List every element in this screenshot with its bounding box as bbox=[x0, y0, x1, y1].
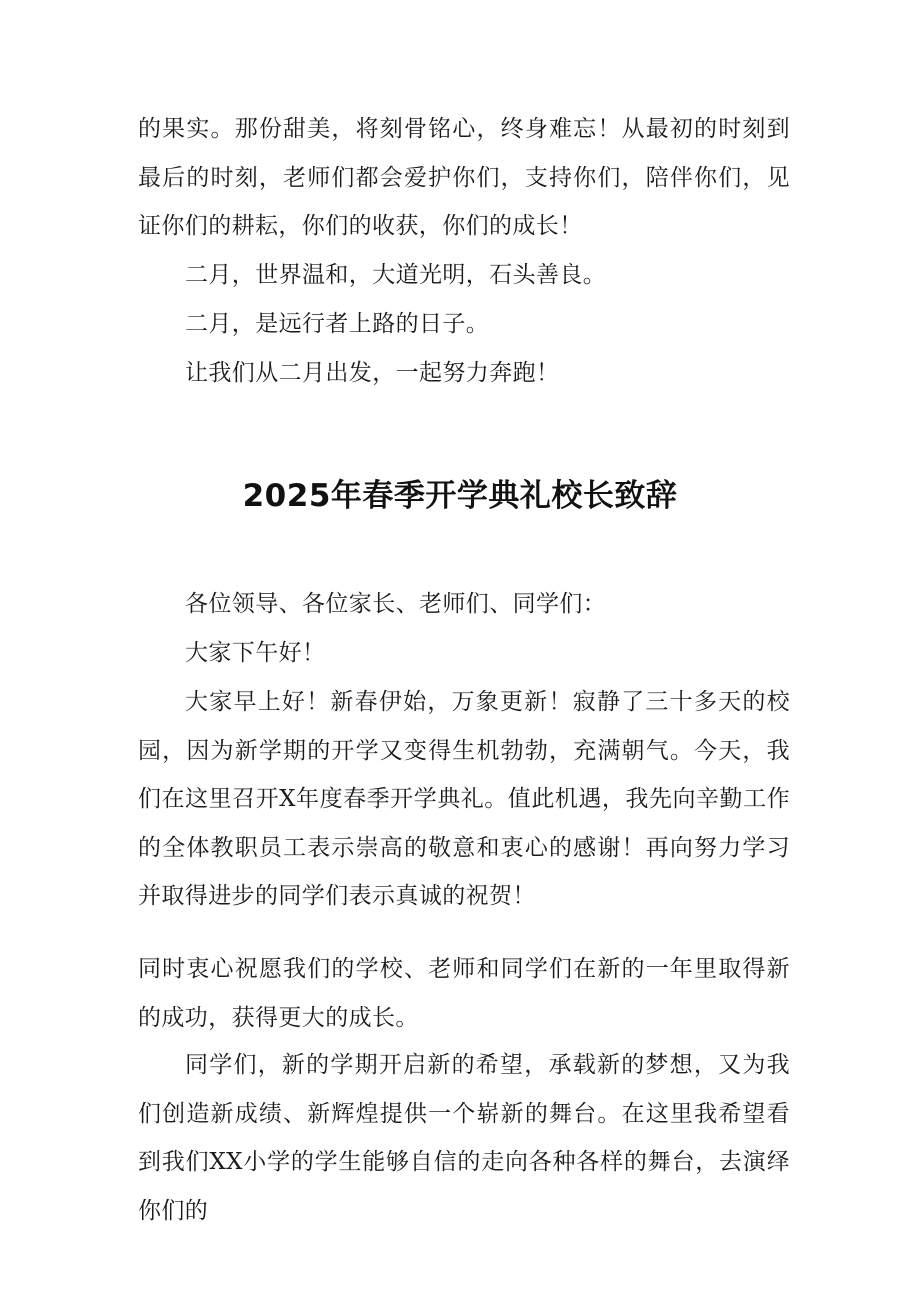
paragraph-opening: 大家早上好！新春伊始，万象更新！寂静了三十多天的校园，因为新学期的开学又变得生机勃勃，充满朝气。今天，我们在这里召开X年度春季开学典礼。值此机遇，我先向辛勤工作的全体教职员工表示崇高的敬意和衷心的感谢！再向努力学习并取得进步的同学们表示真诚的祝贺！ bbox=[138, 689, 790, 909]
paragraph-salutation: 各位领导、各位家长、老师们、同学们： bbox=[185, 591, 607, 617]
paragraph-february-journey: 二月，是远行者上路的日子。 bbox=[185, 311, 490, 337]
paragraph-wishes: 同时衷心祝愿我们的学校、老师和同学们在新的一年里取得新的成功，获得更大的成长。 bbox=[138, 956, 790, 1031]
paragraph-fruit: 的果实。那份甜美，将刻骨铭心，终身难忘！从最初的时刻到最后的时刻，老师们都会爱护你们，支持你们，陪伴你们，见证你们的耕耘，你们的收获，你们的成长！ bbox=[138, 116, 790, 239]
paragraph-greeting: 大家下午好！ bbox=[185, 640, 326, 666]
paragraph-new-semester: 同学们，新的学期开启新的希望，承载新的梦想，又为我们创造新成绩、新辉煌提供一个崭新的舞台。在这里我希望看到我们XX小学的学生能够自信的走向各种各样的舞台，去演绎你们的 bbox=[138, 1052, 790, 1224]
paragraph-february-world: 二月，世界温和，大道光明，石头善良。 bbox=[185, 262, 607, 288]
paragraph-february-run: 让我们从二月出发，一起努力奔跑！ bbox=[185, 360, 560, 386]
page-title: 2025年春季开学典礼校长致辞 bbox=[242, 478, 678, 514]
